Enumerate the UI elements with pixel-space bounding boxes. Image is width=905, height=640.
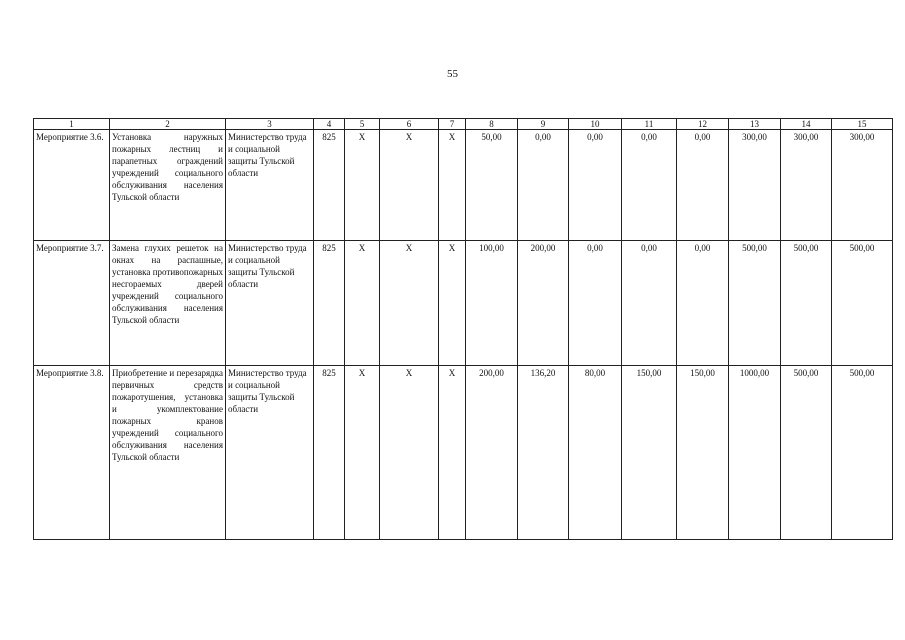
value-cell: 300,00 bbox=[729, 130, 781, 241]
value-cell: 500,00 bbox=[729, 241, 781, 366]
header-cell: 5 bbox=[345, 119, 380, 130]
header-cell: 3 bbox=[226, 119, 314, 130]
header-cell: 9 bbox=[518, 119, 569, 130]
value-cell: 500,00 bbox=[832, 241, 893, 366]
value-cell: 150,00 bbox=[677, 366, 729, 540]
header-cell: 15 bbox=[832, 119, 893, 130]
header-cell: 4 bbox=[314, 119, 345, 130]
table-row bbox=[34, 130, 893, 241]
executor-cell: Министерство труда и социальной защиты Тульской области bbox=[226, 130, 314, 241]
header-cell: 13 bbox=[729, 119, 781, 130]
value-cell: 300,00 bbox=[832, 130, 893, 241]
description-cell: Установка наружных пожарных лестниц и парапетных ограждений учреждений социального обслуживания населения Тульской области bbox=[110, 130, 226, 241]
x-cell: X bbox=[380, 366, 439, 540]
description-cell: Приобретение и перезарядка первичных средств пожаротушения, установка и укомплектование пожарных кранов учреждений социального обслуживания населения Тульской области bbox=[110, 366, 226, 540]
x-cell: X bbox=[345, 366, 380, 540]
header-cell: 14 bbox=[781, 119, 832, 130]
value-cell: 500,00 bbox=[832, 366, 893, 540]
value-cell: 136,20 bbox=[518, 366, 569, 540]
code-cell: 825 bbox=[314, 241, 345, 366]
x-cell: X bbox=[345, 241, 380, 366]
value-cell: 0,00 bbox=[569, 241, 622, 366]
x-cell: X bbox=[380, 130, 439, 241]
value-cell: 0,00 bbox=[677, 241, 729, 366]
value-cell: 0,00 bbox=[677, 130, 729, 241]
code-cell: 825 bbox=[314, 130, 345, 241]
executor-cell: Министерство труда и социальной защиты Тульской области bbox=[226, 366, 314, 540]
value-cell: 0,00 bbox=[622, 130, 677, 241]
event-cell: Мероприятие 3.8. bbox=[34, 366, 110, 540]
header-cell: 2 bbox=[110, 119, 226, 130]
value-cell: 0,00 bbox=[569, 130, 622, 241]
executor-cell: Министерство труда и социальной защиты Тульской области bbox=[226, 241, 314, 366]
table-row bbox=[34, 366, 893, 540]
x-cell: X bbox=[439, 130, 466, 241]
header-cell: 1 bbox=[34, 119, 110, 130]
page-number: 55 bbox=[447, 68, 458, 80]
description-cell: Замена глухих решеток на окнах на распашные, установка противопожарных несгораемых дверей учреждений социального обслуживания населения Тульской области bbox=[110, 241, 226, 366]
value-cell: 500,00 bbox=[781, 366, 832, 540]
value-cell: 200,00 bbox=[518, 241, 569, 366]
x-cell: X bbox=[380, 241, 439, 366]
value-cell: 80,00 bbox=[569, 366, 622, 540]
table-row bbox=[34, 241, 893, 366]
header-cell: 8 bbox=[466, 119, 518, 130]
value-cell: 50,00 bbox=[466, 130, 518, 241]
value-cell: 300,00 bbox=[781, 130, 832, 241]
header-cell: 6 bbox=[380, 119, 439, 130]
x-cell: X bbox=[345, 130, 380, 241]
header-cell: 11 bbox=[622, 119, 677, 130]
value-cell: 1000,00 bbox=[729, 366, 781, 540]
header-row bbox=[34, 119, 893, 130]
code-cell: 825 bbox=[314, 366, 345, 540]
header-cell: 7 bbox=[439, 119, 466, 130]
value-cell: 0,00 bbox=[622, 241, 677, 366]
event-cell: Мероприятие 3.7. bbox=[34, 241, 110, 366]
value-cell: 200,00 bbox=[466, 366, 518, 540]
event-cell: Мероприятие 3.6. bbox=[34, 130, 110, 241]
program-table bbox=[33, 118, 893, 540]
value-cell: 500,00 bbox=[781, 241, 832, 366]
value-cell: 150,00 bbox=[622, 366, 677, 540]
value-cell: 100,00 bbox=[466, 241, 518, 366]
header-cell: 12 bbox=[677, 119, 729, 130]
header-cell: 10 bbox=[569, 119, 622, 130]
x-cell: X bbox=[439, 366, 466, 540]
value-cell: 0,00 bbox=[518, 130, 569, 241]
x-cell: X bbox=[439, 241, 466, 366]
